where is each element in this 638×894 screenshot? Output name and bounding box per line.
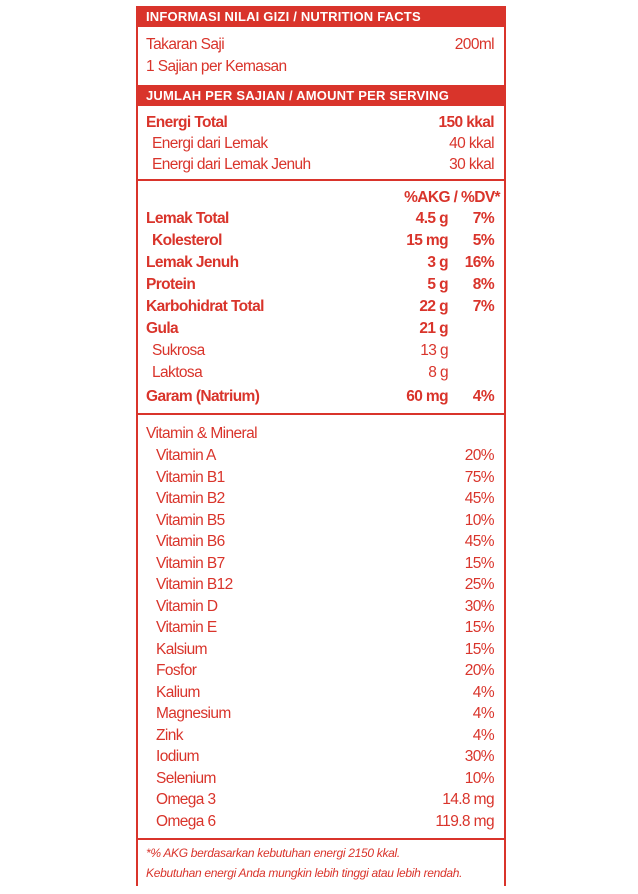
vitamin-label: Vitamin D	[156, 597, 218, 615]
vitamin-section-title: Vitamin & Mineral	[146, 425, 257, 442]
vitamin-row	[138, 682, 504, 703]
servings-per-pack-label: 1 Sajian per Kemasan	[146, 58, 287, 75]
serving-size-label: Takaran Saji	[146, 36, 225, 53]
nutrient-row	[138, 230, 504, 251]
nutrition-header-band	[138, 6, 504, 27]
vitamin-row	[138, 789, 504, 810]
vitamin-value: 10%	[464, 511, 494, 529]
footnote-line-2: Kebutuhan energi Anda mungkin lebih tinggi atau lebih rendah.	[146, 866, 463, 880]
vitamin-value: 75%	[464, 468, 494, 486]
vitamin-value: 45%	[464, 533, 494, 550]
vitamin-row	[138, 574, 504, 595]
vitamin-value: 4%	[472, 726, 494, 744]
nutrient-amount: 13 g	[420, 342, 448, 359]
vitamin-value: 20%	[464, 662, 494, 679]
nutrient-label: Gula	[146, 320, 179, 337]
dv-header-row	[138, 187, 504, 208]
vitamin-label: Vitamin B5	[156, 511, 225, 529]
vitamin-value: 10%	[464, 769, 494, 787]
vitamin-label: Vitamin B2	[156, 490, 225, 507]
nutrient-dv: 4%	[472, 388, 494, 405]
divider	[138, 413, 504, 415]
vitamin-label: Selenium	[156, 769, 216, 787]
nutrient-label: Garam (Natrium)	[146, 388, 260, 405]
energy-from-saturated-fat-row	[138, 154, 504, 175]
nutrient-amount: 60 mg	[406, 388, 448, 405]
vitamin-row	[138, 703, 504, 724]
footnote-line-1: *% AKG berdasarkan kebutuhan energi 2150 kkal.	[146, 846, 400, 860]
nutrient-amount: 3 g	[427, 254, 448, 271]
vitamin-label: Magnesium	[156, 705, 231, 722]
nutrient-dv: 7%	[472, 210, 494, 227]
energy-from-saturated-fat-label: Energi dari Lemak Jenuh	[152, 156, 311, 173]
vitamin-label: Vitamin B7	[156, 554, 225, 572]
vitamin-label: Vitamin B1	[156, 468, 225, 486]
energy-total-value: 150 kkal	[438, 114, 494, 131]
energy-from-saturated-fat-value: 30 kkal	[449, 156, 494, 173]
energy-from-fat-label: Energi dari Lemak	[152, 135, 268, 152]
nutrient-row	[138, 252, 504, 273]
vitamin-row	[138, 510, 504, 531]
vitamin-row	[138, 811, 504, 832]
vitamin-row	[138, 746, 504, 767]
vitamin-value: 30%	[464, 597, 494, 615]
nutrient-label: Lemak Jenuh	[146, 254, 239, 271]
vitamin-label: Iodium	[156, 748, 199, 765]
vitamin-row	[138, 467, 504, 488]
nutrient-row	[138, 362, 504, 383]
vitamin-section-title-row	[138, 423, 504, 444]
nutrient-label: Laktosa	[152, 364, 203, 381]
vitamin-row	[138, 596, 504, 617]
nutrient-row	[138, 208, 504, 229]
vitamin-row	[138, 725, 504, 746]
serving-size-row	[138, 34, 504, 55]
nutrient-label: Protein	[146, 276, 196, 293]
vitamin-value: 119.8 mg	[435, 812, 494, 830]
nutrition-facts-panel	[136, 6, 506, 886]
energy-from-fat-value: 40 kkal	[449, 135, 494, 152]
nutrient-amount: 22 g	[419, 298, 448, 315]
nutrient-amount: 8 g	[428, 364, 448, 381]
nutrient-label: Lemak Total	[146, 210, 229, 227]
dv-header: %AKG / %DV*	[404, 189, 500, 206]
vitamin-row	[138, 617, 504, 638]
nutrient-label: Kolesterol	[152, 232, 222, 249]
vitamin-value: 45%	[464, 490, 494, 507]
nutrient-amount: 5 g	[427, 276, 448, 293]
vitamin-value: 15%	[464, 554, 494, 572]
vitamin-value: 15%	[464, 640, 494, 658]
vitamin-value: 15%	[464, 619, 494, 636]
nutrient-dv: 5%	[472, 232, 494, 249]
vitamin-row	[138, 553, 504, 574]
nutrient-label: Sukrosa	[152, 342, 205, 359]
nutrition-header-title: INFORMASI NILAI GIZI / NUTRITION FACTS	[146, 9, 421, 24]
vitamin-value: 30%	[464, 748, 494, 765]
nutrient-amount: 4.5 g	[415, 210, 448, 227]
divider	[138, 179, 504, 181]
vitamin-label: Kalium	[156, 683, 200, 701]
nutrient-label: Karbohidrat Total	[146, 298, 264, 315]
divider	[138, 838, 504, 840]
vitamin-value: 4%	[472, 683, 494, 701]
nutrient-amount: 15 mg	[406, 232, 448, 249]
vitamin-label: Omega 3	[156, 791, 216, 808]
vitamin-label: Fosfor	[156, 662, 197, 679]
vitamin-row	[138, 639, 504, 660]
energy-total-label: Energi Total	[146, 114, 228, 131]
energy-from-fat-row	[138, 133, 504, 154]
vitamin-label: Vitamin B6	[156, 533, 225, 550]
vitamin-label: Zink	[156, 726, 183, 744]
nutrient-row	[138, 296, 504, 317]
vitamin-label: Vitamin B12	[156, 576, 233, 593]
vitamin-value: 20%	[464, 447, 494, 464]
vitamin-label: Omega 6	[156, 812, 216, 830]
vitamin-value: 14.8 mg	[442, 791, 494, 808]
energy-total-row	[138, 112, 504, 133]
vitamin-value: 4%	[472, 705, 494, 722]
amount-per-serving-band	[138, 85, 504, 106]
vitamin-row	[138, 660, 504, 681]
vitamin-label: Kalsium	[156, 640, 207, 658]
vitamin-row	[138, 768, 504, 789]
vitamin-row	[138, 531, 504, 552]
nutrient-dv: 16%	[464, 254, 494, 271]
nutrient-row	[138, 386, 504, 407]
vitamin-label: Vitamin E	[156, 619, 217, 636]
vitamin-value: 25%	[464, 576, 494, 593]
vitamin-row	[138, 445, 504, 466]
nutrient-row	[138, 274, 504, 295]
servings-per-pack-row	[138, 56, 504, 77]
amount-per-serving-title: JUMLAH PER SAJIAN / AMOUNT PER SERVING	[146, 88, 450, 103]
serving-size-value: 200ml	[454, 36, 494, 53]
nutrient-dv: 7%	[472, 298, 494, 315]
nutrient-amount: 21 g	[419, 320, 448, 337]
nutrient-row	[138, 318, 504, 339]
nutrient-row	[138, 340, 504, 361]
nutrient-dv: 8%	[472, 276, 494, 293]
vitamin-row	[138, 488, 504, 509]
vitamin-label: Vitamin A	[156, 447, 216, 464]
